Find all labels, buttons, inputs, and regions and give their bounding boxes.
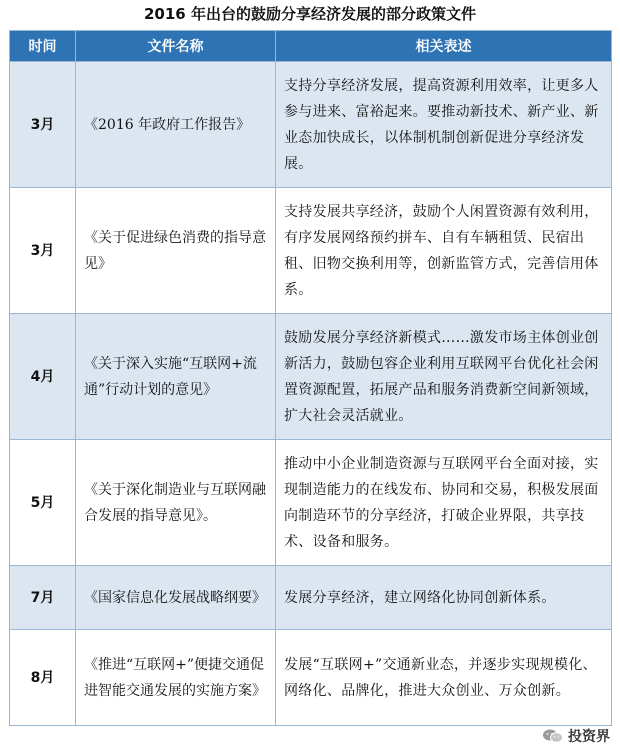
row-desc: 支持发展共享经济，鼓励个人闲置资源有效利用，有序发展网络预约拼车、自有车辆租赁、民宿出租、旧物交换利用等，创新监管方式，完善信用体系。 [276,188,612,314]
header-time: 时间 [10,31,76,62]
wechat-icon [542,728,564,744]
header-name: 文件名称 [76,31,276,62]
row-name: 《关于促进绿色消费的指导意见》 [76,188,276,314]
row-month: 5月 [10,440,76,566]
header-desc: 相关表述 [276,31,612,62]
row-name: 《关于深化制造业与互联网融合发展的指导意见》。 [76,440,276,566]
row-name: 《推进“互联网+”便捷交通促进智能交通发展的实施方案》 [76,630,276,726]
table-row [10,62,612,188]
row-name: 《国家信息化发展战略纲要》 [76,566,276,630]
table-row [10,440,612,566]
row-desc: 发展分享经济，建立网络化协同创新体系。 [276,566,612,630]
watermark [542,724,610,748]
table-row [10,188,612,314]
row-month: 8月 [10,630,76,726]
row-name: 《关于深入实施“互联网+流通”行动计划的意见》 [76,314,276,440]
row-month: 7月 [10,566,76,630]
policy-table [9,30,612,726]
header-row [10,31,612,62]
row-desc: 发展“互联网+”交通新业态，并逐步实现规模化、网络化、品牌化，推进大众创业、万众创新。 [276,630,612,726]
row-desc: 推动中小企业制造资源与互联网平台全面对接，实现制造能力的在线发布、协同和交易，积极发展面向制造环节的分享经济，打破企业界限，共享技术、设备和服务。 [276,440,612,566]
row-desc: 鼓励发展分享经济新模式……激发市场主体创业创新活力，鼓励包容企业利用互联网平台优化社会闲置资源配置，拓展产品和服务消费新空间新领域，扩大社会灵活就业。 [276,314,612,440]
table-row [10,314,612,440]
table-row [10,630,612,726]
table-title: 2016 年出台的鼓励分享经济发展的部分政策文件 [144,5,476,23]
row-desc: 支持分享经济发展，提高资源利用效率，让更多人参与进来、富裕起来。要推动新技术、新产业、新业态加快成长，以体制机制创新促进分享经济发展。 [276,62,612,188]
row-month: 4月 [10,314,76,440]
watermark-text: 投资界 [568,729,610,745]
row-month: 3月 [10,62,76,188]
row-name: 《2016 年政府工作报告》 [76,62,276,188]
table-row [10,566,612,630]
row-month: 3月 [10,188,76,314]
